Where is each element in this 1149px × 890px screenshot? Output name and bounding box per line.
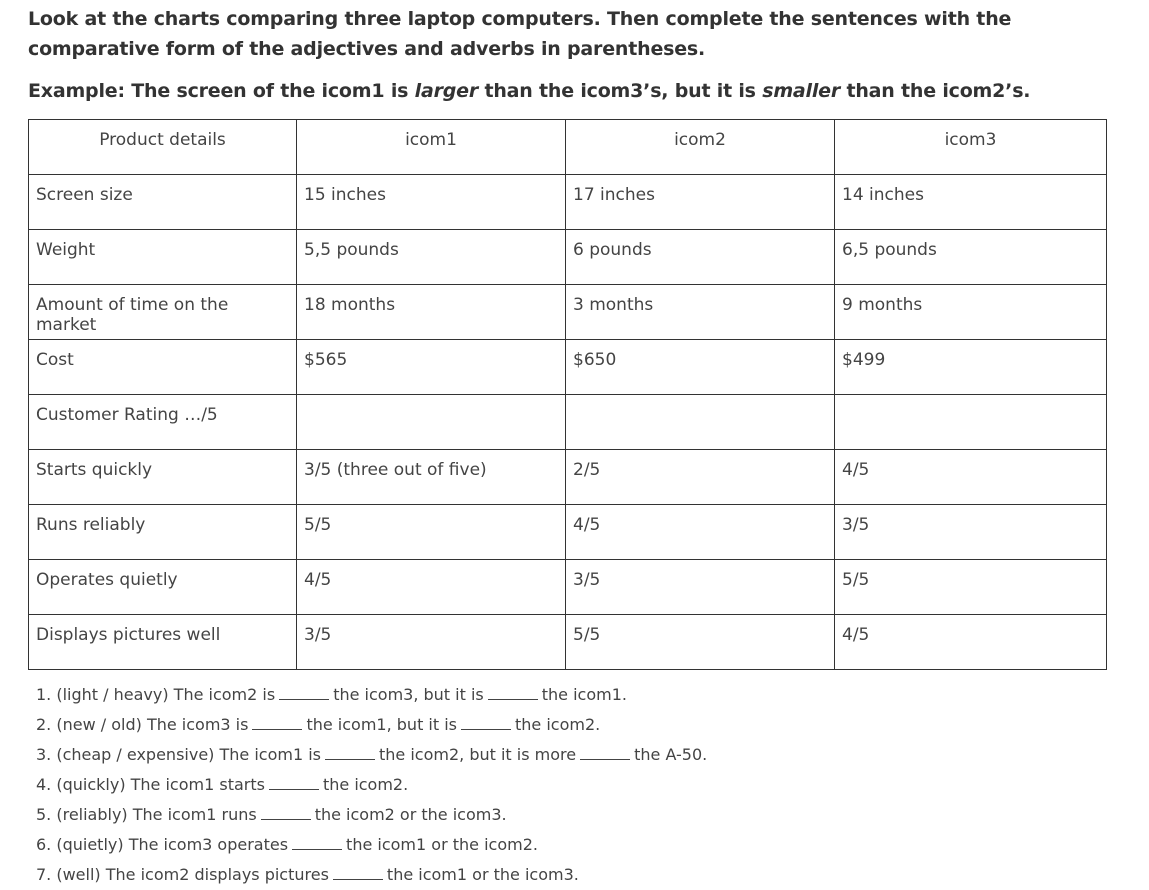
cell-icom3: 4/5 [835, 450, 1107, 505]
table-row [29, 340, 1107, 395]
cell-icom1: $565 [297, 340, 566, 395]
cell-icom2: 3/5 [566, 560, 835, 615]
row-label: Runs reliably [29, 505, 297, 560]
cell-icom3: 14 inches [835, 175, 1107, 230]
row-label: Displays pictures well [29, 615, 297, 670]
cell-icom3: 4/5 [835, 615, 1107, 670]
cell-icom2: 5/5 [566, 615, 835, 670]
cell-icom1: 5,5 pounds [297, 230, 566, 285]
cell-icom3: $499 [835, 340, 1107, 395]
answer-blank[interactable] [261, 803, 311, 820]
sentence-text: the A-50. [634, 745, 708, 764]
row-label: Amount of time on the market [29, 285, 297, 340]
example-word-smaller: smaller [762, 80, 841, 102]
cell-icom1: 3/5 [297, 615, 566, 670]
example-word-larger: larger [414, 80, 479, 102]
sentence-text: 3. (cheap / expensive) The icom1 is [36, 745, 321, 764]
exercise-sentence-5 [36, 800, 707, 830]
exercise-sentence-7 [36, 860, 707, 890]
instructions: Look at the charts comparing three laptop computers. Then complete the sentences with the comparative form of the adjectives and adverbs in parentheses. [28, 8, 1012, 60]
row-label: Customer Rating …/5 [29, 395, 297, 450]
answer-blank[interactable] [461, 713, 511, 730]
cell-icom2: 6 pounds [566, 230, 835, 285]
exercise-sentence-6 [36, 830, 707, 860]
cell-icom2: $650 [566, 340, 835, 395]
table-row [29, 285, 1107, 340]
answer-blank[interactable] [488, 683, 538, 700]
sentence-text: the icom2. [322, 775, 409, 794]
table-row [29, 450, 1107, 505]
cell-icom2: 3 months [566, 285, 835, 340]
cell-icom1: 18 months [297, 285, 566, 340]
sentence-text: the icom2. [515, 715, 601, 734]
exercise-sentence-2 [36, 710, 707, 740]
exercise-sentence-4 [36, 770, 707, 800]
product-comparison-table [28, 119, 1107, 670]
cell-icom1: 15 inches [297, 175, 566, 230]
sentence-text: 5. (reliably) The icom1 runs [36, 805, 257, 824]
answer-blank[interactable] [580, 743, 630, 760]
sentence-text: the icom2, but it is more [379, 745, 577, 764]
table-row [29, 505, 1107, 560]
cell-icom1: 5/5 [297, 505, 566, 560]
sentence-text: the icom1. [541, 685, 627, 704]
answer-blank[interactable] [333, 863, 383, 880]
cell-icom1 [297, 395, 566, 450]
cell-icom1: 3/5 (three out of five) [297, 450, 566, 505]
header-product-details: Product details [29, 120, 297, 175]
sentence-text: 1. (light / heavy) The icom2 is [36, 685, 276, 704]
header-icom2: icom2 [566, 120, 835, 175]
row-label: Cost [29, 340, 297, 395]
sentence-text: the icom2 or the icom3. [314, 805, 507, 824]
example-suffix: than the icom2’s. [840, 80, 1031, 102]
answer-blank[interactable] [252, 713, 302, 730]
cell-icom1: 4/5 [297, 560, 566, 615]
cell-icom3 [835, 395, 1107, 450]
row-label: Operates quietly [29, 560, 297, 615]
exercise-sentences [36, 680, 707, 890]
example-prefix: Example: The screen of the icom1 is [28, 80, 415, 102]
row-label: Starts quickly [29, 450, 297, 505]
cell-icom2 [566, 395, 835, 450]
sentence-text: 4. (quickly) The icom1 starts [36, 775, 265, 794]
header-icom1: icom1 [297, 120, 566, 175]
sentence-text: 6. (quietly) The icom3 operates [36, 835, 289, 854]
row-label: Screen size [29, 175, 297, 230]
table-row [29, 175, 1107, 230]
exercise-sentence-3 [36, 740, 707, 770]
table-row [29, 615, 1107, 670]
sentence-text: the icom3, but it is [333, 685, 484, 704]
cell-icom2: 17 inches [566, 175, 835, 230]
table-row [29, 230, 1107, 285]
header-icom3: icom3 [835, 120, 1107, 175]
cell-icom3: 5/5 [835, 560, 1107, 615]
cell-icom3: 6,5 pounds [835, 230, 1107, 285]
sentence-text: the icom1 or the icom2. [346, 835, 538, 854]
sentence-text: the icom1, but it is [306, 715, 458, 734]
answer-blank[interactable] [292, 833, 342, 850]
cell-icom3: 3/5 [835, 505, 1107, 560]
table-row [29, 560, 1107, 615]
sentence-text: the icom1 or the icom3. [386, 865, 579, 884]
sentence-text: 2. (new / old) The icom3 is [36, 715, 249, 734]
example-sentence [28, 76, 1128, 106]
sentence-text: 7. (well) The icom2 displays pictures [36, 865, 329, 884]
example-middle: than the icom3’s, but it is [478, 80, 763, 102]
answer-blank[interactable] [269, 773, 319, 790]
cell-icom2: 4/5 [566, 505, 835, 560]
answer-blank[interactable] [325, 743, 375, 760]
table-row [29, 395, 1107, 450]
row-label: Weight [29, 230, 297, 285]
answer-blank[interactable] [279, 683, 329, 700]
cell-icom2: 2/5 [566, 450, 835, 505]
table-header-row [29, 120, 1107, 175]
cell-icom3: 9 months [835, 285, 1107, 340]
exercise-sentence-1 [36, 680, 707, 710]
